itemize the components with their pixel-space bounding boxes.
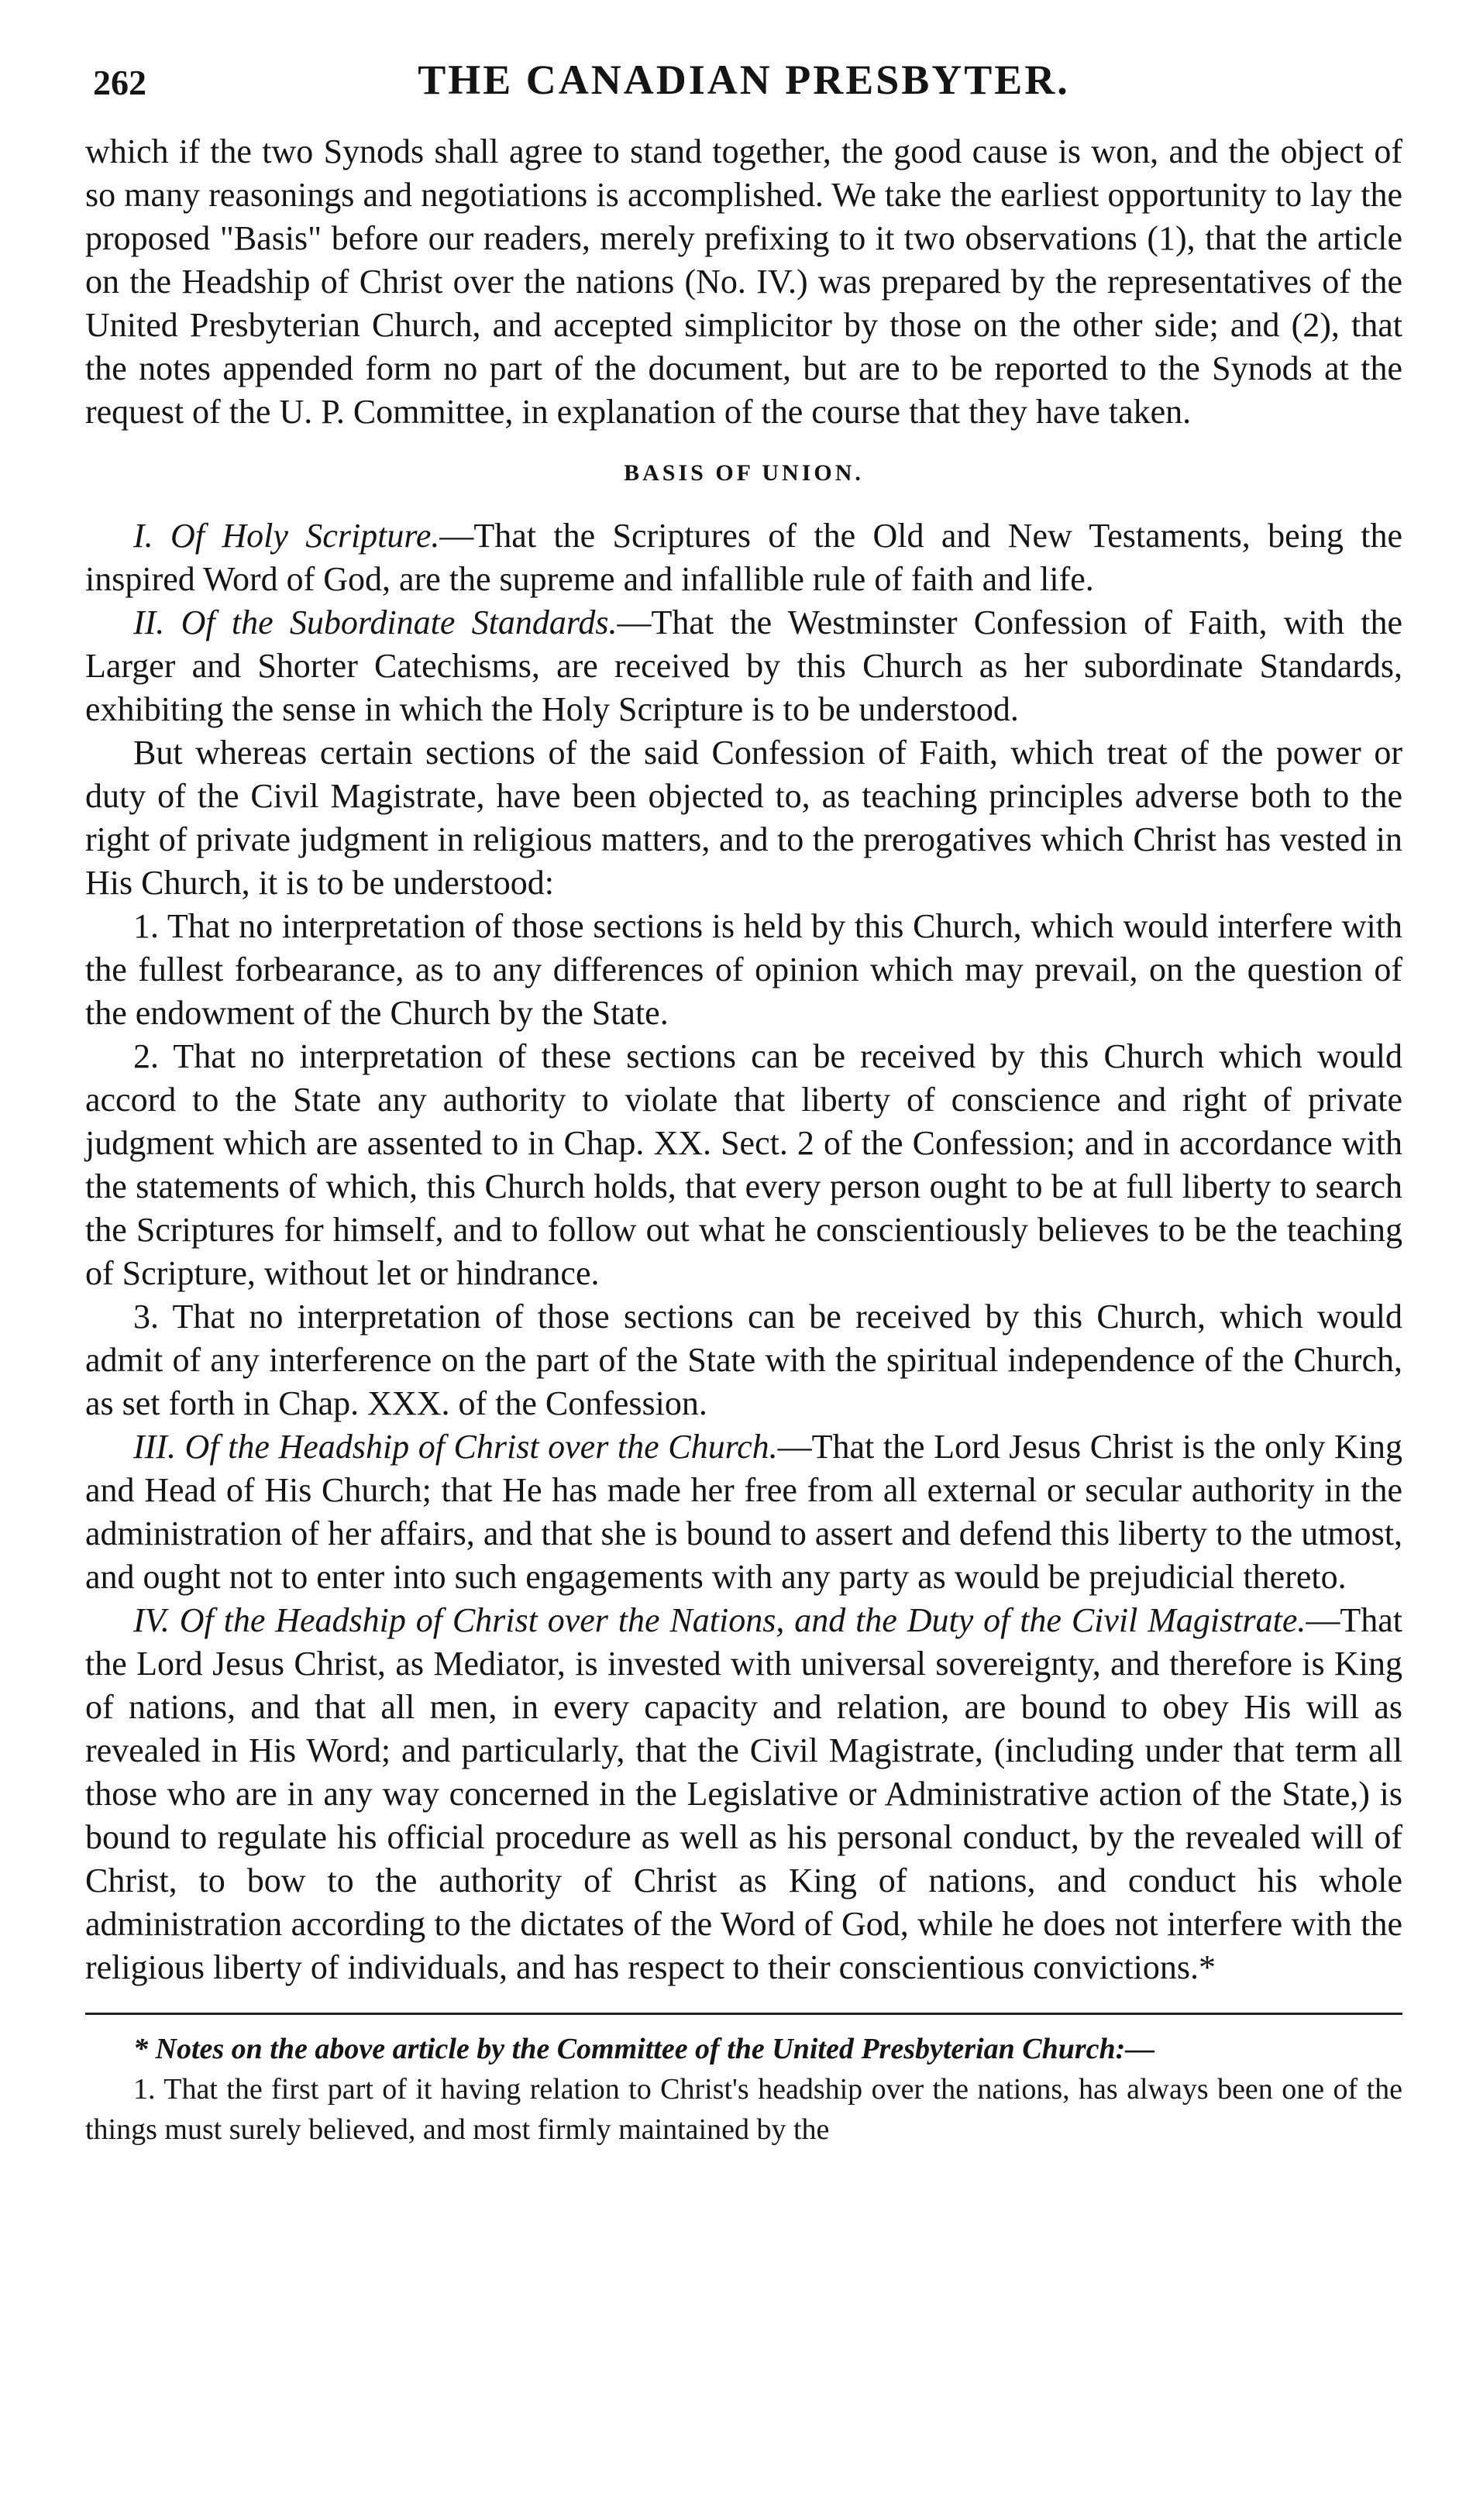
page-number: 262 bbox=[93, 63, 146, 102]
section-1 bbox=[85, 514, 1402, 601]
section-1-title: I. Of Holy Scripture. bbox=[133, 517, 440, 555]
main-text bbox=[85, 130, 1402, 2150]
running-title: THE CANADIAN PRESBYTER. bbox=[418, 57, 1070, 103]
section-3-text: —That the Lord Jesus Christ is the only King and Head of His Church; that He has made her free from all external or secular authority in the administration of her affairs, and that she is bound to assert and defend this liberty to the utmost, and ought not to enter into such engagements with any party as would be prejudicial thereto. bbox=[85, 1428, 1402, 1596]
section-3-title: III. Of the Headship of Christ over the Church. bbox=[133, 1428, 778, 1466]
notes-title-text: * Notes on the above article by the Committee of the United Presbyterian Church:— bbox=[133, 2033, 1155, 2065]
footnotes bbox=[85, 2029, 1402, 2150]
page-header bbox=[85, 56, 1402, 110]
footnote-divider bbox=[85, 2013, 1402, 2015]
section-3 bbox=[85, 1425, 1402, 1599]
section-2-title: II. Of the Subordinate Standards. bbox=[133, 603, 618, 641]
section-2-text: —That the Westminster Confession of Faith, with the Larger and Shorter Catechisms, are received by this Church as her subordinate Standards, exhibiting the sense in which the Holy Scripture is to be understood. bbox=[85, 603, 1402, 728]
section-4-text: —That the Lord Jesus Christ, as Mediator, is invested with universal sovereignty, and therefore is King of nations, and that all men, in every capacity and relation, are bound to obey His will as revealed in His Word; and particularly, that the Civil Magistrate, (including under that term all those who are in any way concerned in the Legislative or Administrative action of the State,) is bound to regulate his official procedure as well as his personal conduct, by the revealed will of Christ, to bow to the authority of Christ as King of nations, and conduct his whole administration according to the dictates of the Word of God, while he does not interfere with the religious liberty of individuals, and has respect to their conscientious convictions.* bbox=[85, 1601, 1402, 1986]
section-4-title: IV. Of the Headship of Christ over the Nations, and the Duty of the Civil Magistrate. bbox=[133, 1601, 1306, 1639]
notes-title bbox=[85, 2029, 1402, 2069]
point-2: 2. That no interpretation of these sections can be received by this Church which would accord to the State any authority to violate that liberty of conscience and right of private judgment which are assented to in Chap. XX. Sect. 2 of the Confession; and in accordance with the statements of which, this Church holds, that every person ought to be at full liberty to search the Scriptures for himself, and to follow out what he conscientiously believes to be the teaching of Scripture, without let or hindrance. bbox=[85, 1037, 1402, 1292]
intro-paragraph: which if the two Synods shall agree to stand together, the good cause is won, and the object of so many reasonings and negotiations is accomplished. We take the earliest opportunity to lay the proposed "Basis" before our readers, merely prefixing to it two observations (1), that the article on the Headship of Christ over the nations (No. IV.) was prepared by the representatives of the United Presbyterian Church, and accepted simplicitor by those on the other side; and (2), that the notes appended form no part of the document, but are to be reported to the Synods at the request of the U. P. Committee, in explanation of the course that they have taken. bbox=[85, 132, 1402, 431]
whereas-paragraph: But whereas certain sections of the said Confession of Faith, which treat of the power or duty of the Civil Magistrate, have been objected to, as teaching principles adverse both to the right of private judgment in religious matters, and to the prerogatives which Christ has vested in His Church, it is to be understood: bbox=[85, 734, 1402, 902]
point-1: 1. That no interpretation of those sections is held by this Church, which would interfere with the fullest forbearance, as to any differences of opinion which may prevail, on the question of the endowment of the Church by the State. bbox=[85, 907, 1402, 1032]
section-1-text: —That the Scriptures of the Old and New Testaments, being the inspired Word of God, are the supreme and infallible rule of faith and life. bbox=[85, 517, 1402, 598]
section-2 bbox=[85, 601, 1402, 731]
note-1: 1. That the first part of it having relation to Christ's headship over the nations, has always been one of the things must surely believed, and most firmly maintained by the bbox=[85, 2073, 1402, 2146]
section-4 bbox=[85, 1599, 1402, 1989]
basis-heading: BASIS OF UNION. bbox=[624, 460, 864, 486]
point-3: 3. That no interpretation of those sections can be received by this Church, which would admit of any interference on the part of the State with the spiritual independence of the Church, as set forth in Chap. XXX. of the Confession. bbox=[85, 1298, 1402, 1422]
